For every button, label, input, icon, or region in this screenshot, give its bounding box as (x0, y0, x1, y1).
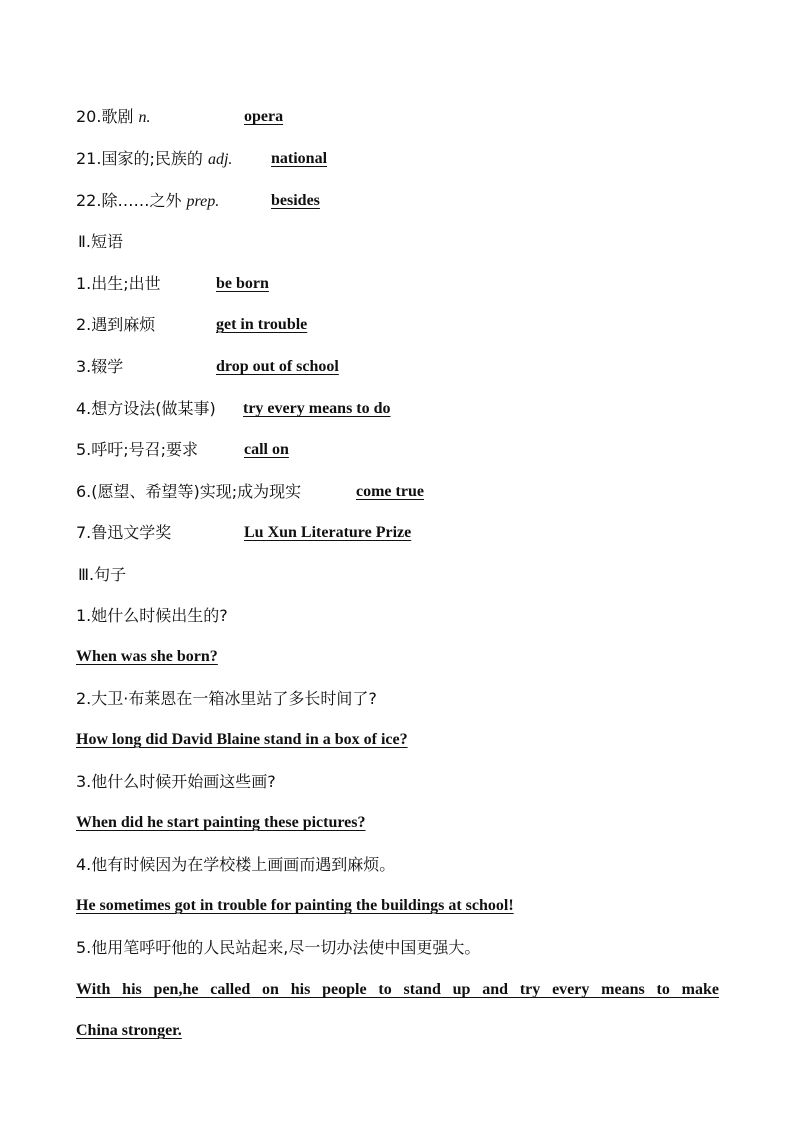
phrase-answer: call on (244, 441, 289, 458)
phrase-chinese: 4.想方设法(做某事) (76, 399, 216, 418)
sentence-answer: How long did David Blaine stand in a box of ice? (76, 731, 408, 748)
phrase-answer: be born (216, 275, 269, 292)
vocab-chinese: 21.国家的;民族的 (76, 149, 208, 168)
part-of-speech: prep. (186, 193, 220, 210)
sentence-chinese: 3.他什么时候开始画这些画? (76, 772, 276, 791)
vocab-item-21 (76, 149, 232, 170)
section-heading-phrases: Ⅱ.短语 (78, 232, 123, 251)
phrase-chinese: 6.(愿望、希望等)实现;成为现实 (76, 482, 302, 501)
section-heading-sentences: Ⅲ.句子 (78, 565, 127, 584)
vocab-chinese: 20.歌剧 (76, 107, 139, 126)
sentence-answer-line-1: With his pen,he called on his people to stand up and try every means to make (76, 981, 719, 998)
part-of-speech: adj. (207, 151, 233, 168)
vocab-answer: national (271, 150, 328, 167)
vocab-chinese: 22.除……之外 (76, 191, 187, 210)
vocab-answer: opera (244, 108, 284, 125)
sentence-chinese: 5.他用笔呼吁他的人民站起来,尽一切办法使中国更强大。 (76, 938, 481, 957)
phrase-chinese: 3.辍学 (76, 357, 124, 376)
part-of-speech: n. (138, 109, 151, 126)
sentence-answer: When was she born? (76, 648, 218, 665)
sentence-answer: When did he start painting these pictures? (76, 814, 366, 831)
sentence-chinese: 4.他有时候因为在学校楼上画画而遇到麻烦。 (76, 855, 396, 874)
phrase-answer: try every means to do (243, 400, 391, 417)
sentence-answer-line-2: China stronger. (76, 1022, 182, 1039)
vocab-item-22 (76, 191, 219, 212)
phrase-answer: come true (356, 483, 424, 500)
phrase-chinese: 1.出生;出世 (76, 274, 161, 293)
phrase-chinese: 2.遇到麻烦 (76, 315, 156, 334)
phrase-chinese: 5.呼吁;号召;要求 (76, 440, 199, 459)
phrase-answer: Lu Xun Literature Prize (244, 524, 412, 541)
sentence-answer: He sometimes got in trouble for painting the buildings at school! (76, 897, 514, 914)
vocab-item-20 (76, 107, 151, 128)
sentence-chinese: 1.她什么时候出生的? (76, 606, 228, 625)
sentence-chinese: 2.大卫·布莱恩在一箱冰里站了多长时间了? (76, 689, 377, 708)
phrase-chinese: 7.鲁迅文学奖 (76, 523, 172, 542)
phrase-answer: drop out of school (216, 358, 339, 375)
phrase-answer: get in trouble (216, 316, 308, 333)
vocab-answer: besides (271, 192, 320, 209)
